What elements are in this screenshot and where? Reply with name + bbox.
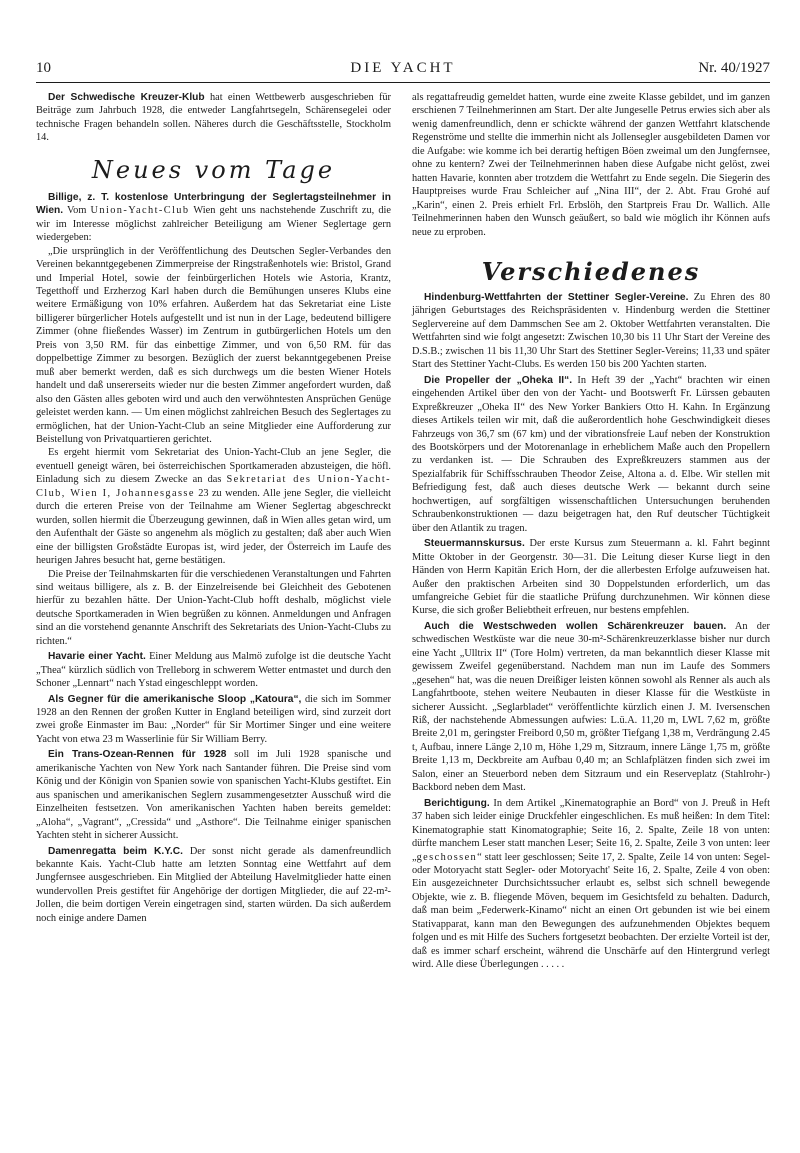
article-hindenburg-wettfahrten [412,291,770,372]
article-text: Der sonst nicht gerade als damenfreundlich bekannte Kais. Yacht-Club hatte am letzten Sonntag eine Wettfahrt auf dem Jungfernsee ausgeschrieben. Ein Mitglied der Abteilung Havelmitglieder hatte einen wundervollen Preis gestiftet für Angehörige der dortigen Mitglieder, die auf 22-m²-Jollen, die beim dortigen Verein eingetragen sind, starten würden. Da sich außerdem noch einige andere Damen [36,845,392,924]
article-text: Zu Ehren des 80 jährigen Geburtstages des Reichspräsidenten v. Hindenburg werden die Stettiner Seglervereine auf dem Dammschen See am 2. Oktober Wettfahrten veranstalten. Die Wettfahrten sind wie folgt angesetzt: Zwischen 10,30 bis 11 Uhr Start der Vereine des D.S.B.; zwischen 11 bis 11,30 Uhr Start des Stettiner Segler-Vereins; 11,33 und später Start des Stettiner Yacht-Clubs. Es werden 150 bis 200 Yachten starten. [412,291,770,371]
article-steuermannskursus [412,537,770,618]
article-oheka-propeller [412,374,770,535]
article-lead: Steuermannskursus. [424,538,525,550]
journal-title: DIE YACHT [350,60,456,76]
article-damenregatta-continued: als regattafreudig gemeldet hatten, wurde eine zweite Klasse gebildet, und im ganzen erschienen 7 Teilnehmerinnen am Start. Der alte Jungeselle Petrus erwies sich aber als wenig damenfreundlich, denn er schickte während der ganzen Wettfahrt klatschende Regenströme und stellte die immerhin nicht als Jollensegler ausgebildeten Damen vor die Aufgabe: wie komme ich bei derartig heftigen Böen zweimal um den Jungfernsee, ohne zu kentern? Zwei der Teilnehmerinnen haben diese Aufgabe nicht gelöst, zwei hatten Havarie, konnten aber trotzdem die Wettfahrt zu Ende segeln. Die Siegerin des Hauptpreises wurde Frau Schleicher auf „Nina III“, der 2. Abt. Frau Grohé auf „Karin“, einen 2. Preis erhielt Frl. Erbslöh, den Startpreis Frau Dr. Wallich. Alle Teilnehmerinnen haben den Wunsch geäußert, so bald wie möglich ihr Können aufs neue zu erproben. [412,92,770,238]
article-lead: Hindenburg-Wettfahrten der Stettiner Segler-Vereine. [424,291,689,303]
article-text: Wien geht uns nachstehende Zuschrift zu, die wir im Interesse möglichst zahlreicher Beteiligung am Wiener Seglertage gern wiedergeben: [36,205,391,244]
spaced-word: geschossen [416,851,478,863]
page-number: 10 [36,60,51,76]
article-text: Vom [63,205,91,217]
article-text: Einer Meldung aus Malmö zufolge ist die deutsche Yacht „Thea“ kürzlich südlich von Trelleborg in schwerem Wetter entmastet und durch den Schoner „Lennart“ nach Ystad eingeschleppt worden. [36,651,391,690]
text-columns [36,91,770,972]
running-head [36,58,770,83]
article-lead: Billige, z. T. kostenlose Unterbringung der Seglertagsteilnehmer in Wien. [36,191,391,217]
left-column [36,91,391,972]
article-lead: Berichtigung. [424,797,490,809]
article-text: An der schwedischen Westküste war die neue 30-m²-Schärenkreuzerklasse bisher nur durch eine Yacht „Ulltrix II“ (Tore Holm) vertreten, da man bekanntlich dieser Klasse mit gewissem Zweifel gegenüberstand. Nachdem man nun im Laufe des Sommers „gesehen“ hat, was die neuen Dreißiger leisten können sowohl als Renner als auch als Langfahrtboote, stehen weitere Neubauten in dieser Klasse für die Westküste in sicherer Aussicht. „Seglarbladet“ veröffentlichte kürzlich einen J. M. Iversenschen Riß, der nachstehende Abmessungen aufwies: L.ü.A. 11,20 m, LWL 7,62 m, größte Breite 2,01 m, geringster Freibord 0,50 m, größter Tiefgang 1,38 m, Verdrängung 2.45 t, Aufbau, innere Länge 2,10 m, Höhe 1,29 m, Sitzraum, innere Länge 1,75 m, größte Breite 1,13 m, Deckbreite am Aufbau 0,40 m; an Schlafplätzen finden sich zwei im Salon, einer an Steuerbord neben dem Sitzraum und ein Reserveplatz (Stahlrohr-) Backbord neben dem Mast. [412,620,770,794]
paragraph-text: Es ergeht hiermit vom Sekretariat des Union-Yacht-Club an jene Segler, die eventuell geneigt wären, bei österreichischen Sportkameraden abzusteigen, die höfl. Einladung sich zu diesem Zwecke an das [36,447,391,486]
article-berichtigung [412,797,770,972]
section-title-verschiedenes: Verschiedenes [481,256,701,286]
paragraph: „Die ursprünglich in der Veröffentlichung des Deutschen Segler-Verbandes den Vereinen bekanntgegebenen Zimmerpreise der Ringstraßenhotels wie: Bristol, Grand und Imperial Hotel, sowie der feinbürgerlichen Hotels wie Astoria, Krantz, Tegetthoff und Erzherzog Karl haben durch die Bemühungen unseres Klubs eine weitere Ermäßigung von 10% erfahren. Außerdem hat das Sekretariat eine Liste billigerer bürgerlicher Hotels aufgestellt und ist nun in der Lage, bedeutend billigere Zimmer (ohne fließendes Wasser) im Zentrum in gutbürgerlichen Hotels um den Preis von 3,50 RM. für das einbettige Zimmer, und von 6,50 RM. für das doppelbettige Zimmer zu besorgen. Bezüglich der zuerst bekanntgegebenen Preise muß aber bemerkt werden, daß es sich durchwegs um die besten Wiener Hotels handelt und daß unsererseits wieder nur die besten Zimmer angefordert wurden, daß also den Gästen alles geboten wird und auch den verwöhntesten Ansprüchen Genüge geleistet werden kann. — Um einen möglichst zahlreichen Besuch des Seglertages zu ermöglichen, hat der Union-Yacht-Club an seine Mitglieder eine Aufforderung zur Beistellung von Privatquartieren gerichtet. [36,245,391,445]
article-lead: Der Schwedische Kreuzer-Klub [48,92,205,103]
article-text: In Heft 39 der „Yacht“ brachten wir einen eingehenden Artikel über den von der Yacht- und Bootswerft Fr. Lürssen gebauten Expreßkreuzer „Oheka II“ des New Yorker Bankiers Otto H. Kahn. In Ergänzung dieses Artikels teilen wir mit, daß die außerordentlich hohe Geschwindigkeit dieses Fahrzeugs von 36,7 sm (67 km) und der vibrationsfreie Lauf neben der Konstruktion des Bootskörpers und der Motorenanlage in erheblichem Maße auch den Propellern zu verdanken ist. — Die Schrauben des Expreßkreuzers stammen aus der Spezialfabrik für Schiffsschrauben Theodor Zeise, Altona a. d. Elbe. Wir stellen mit Befriedigung fest, daß auch dieses deutsche Werk — bekannt durch seine hochwertigen, auf sorgfältigen wissenschaftlichen Untersuchungen beruhenden Schraubenkonstruktionen — dazu beigetragen hat, den Ruf deutscher Tüchtigkeit über den Atlantik zu tragen. [412,374,771,534]
article-lead: Als Gegner für die amerikanische Sloop „Katoura“, [48,693,302,705]
article-text: die sich im Sommer 1928 an den Rennen der großen Kutter in England beteiligen wird, sind zurzeit dort zwei große Einmaster im Bau: „Norder“ für Sir Mortimer Singer und eine weitere Yacht von etwa 23 m Wasserlinie für Sir William Berry. [36,693,391,745]
article-katoura [36,693,391,747]
article-text: Der erste Kursus zum Steuermann a. kl. Fahrt beginnt Mitte Oktober in der Georgenstr. 30—31. Die Leitung dieser Kurse liegt in den Händen von Herrn Kapitän Erich Horn, der die allerbesten Erfolge aufzuweisen hat. Außer den praktischen Arbeiten sind 30 Doppelstunden erforderlich, um das umfangreiche Gebiet für die staatliche Prüfung durchzunehmen. Wir können diese Kurse, die sich großer Beliebtheit erfreuen, nur bestens empfehlen. [412,538,770,617]
article-text: In dem Artikel „Kinematographie an Bord“ von J. Preuß in Heft 37 haben sich leider einige Druckfehler eingeschlichen. Es muß heißen: In dem Titel: Kinematographie statt Kinomatographie; Seite 16, 2. Spalte, Zeile 18 von unten: dürfte manchem Leser statt manchen Leser; Seite 16, 2. Spalte, Zeile 3 von unten: leer „ [412,797,770,863]
article-havarie [36,650,391,690]
club-name: Union-Yacht-Club [90,205,190,217]
article-westschweden [412,620,770,795]
right-column [412,91,770,972]
article-text: soll im Juli 1928 spanische und amerikanische Yachten von New York nach Santander führen. Die Preise sind vom König und der Königin von Spanien sowie von spanischen Yacht-Klubs gestiftet. Ein aus spanischen und amerikanischen Seglern zusammengesetzter Ausschuß wird die Einzelheiten festsetzen. Von amerikanischen Yachten haben bereits gemeldet: „Aloha“, „Vagrant“, „Cressida“ und „Asthore“. Die Teilnahme einiger spanischen Yachten steht in sicherer Aussicht. [36,749,391,842]
paragraph [36,446,391,567]
article-lead: Ein Trans-Ozean-Rennen für 1928 [48,749,227,761]
article-lead: Die Propeller der „Oheka II“. [424,374,573,386]
article-lead: Havarie einer Yacht. [48,651,146,663]
article-damenregatta [36,845,391,926]
article-text: hat einen Wettbewerb ausgeschrieben für Beiträge zum Jahrbuch 1928, die entweder Langfahrtsegeln, Schärensegelei oder technische Fragen behandeln sollen. Näheres durch die Geschäftsstelle, Stockholm 14. [36,92,392,144]
section-title-neues-vom-tage: Neues vom Tage [91,155,336,184]
article-lead: Auch die Westschweden wollen Schärenkreuzer bauen. [424,620,727,632]
address-spaced: Sekretariat des Union-Yacht-Club, Wien I, Johannesgasse [36,474,391,499]
article-lead: Damenregatta beim K.Y.C. [48,845,183,857]
article-text: “ statt leer geschlossen; Seite 17, 2. Spalte, Zeile 14 von unten: Segel- oder Motoryacht statt Segler- oder Motoryacht' Seite 16, 2. Spalte, Zeile 4 von oben: Ein ausgezeichneter Durchsichtssucher erlaubt es, selbst sich schnell bewegende Objekte, wie z. B. fliegende Möven, bequem im Gesichtsfeld zu behalten. Dadurch, daß man beim „Federwerk-Kinamo“ nicht an einen Ort gebunden ist wie bei einem Stativapparat, kann man den Bewegungen des aufzunehmenden Objektes bequem folgen und es mit Hilfe des Suchers fortgesetzt beobachten. Der erzielte Vorteil ist der, daß es immer scharf erscheint, während die Unschärfe auf den Hintergrund verlegt wird. Alle diese Überlegungen . . . . . [412,851,770,971]
paragraph-text: 23 zu wenden. Alle jene Segler, die vielleicht durch die erteren Preise von der Teilnahme am Wiener Seglertag abgeschreckt wurden, sollen hiermit die Überzeugung gewinnen, daß in Wien alles getan wird, um den Aufenthalt der Gäste so angenehm als möglich zu gestalten; daß aber auch Wien eine der billigsten Großstädte Europas ist, wird jeder, der Österreich im Laufe des heurigen Jahres besucht hat, gerne bestätigen. [36,487,391,567]
article-kreuzer-klub [36,91,391,145]
article-unterbringung-wien [36,191,391,245]
article-trans-ozean-rennen [36,748,391,842]
paragraph: Die Preise der Teilnahmskarten für die verschiedenen Veranstaltungen und Fahrten sind weitaus billigere, als z. B. der Einzelreisende bei Gleichheit des Gebotenen hierfür zu bezahlen hätte. Der Union-Yacht-Club hofft deshalb, möglichst viele deutsche Sportkameraden in Wien begrüßen zu können. Anmeldungen und Anfragen sind an die vorstehend genannte Anschrift des Sekretariats des Union-Yacht-Clubs zu richten.“ [36,568,391,647]
issue-number: Nr. 40/1927 [698,60,770,76]
